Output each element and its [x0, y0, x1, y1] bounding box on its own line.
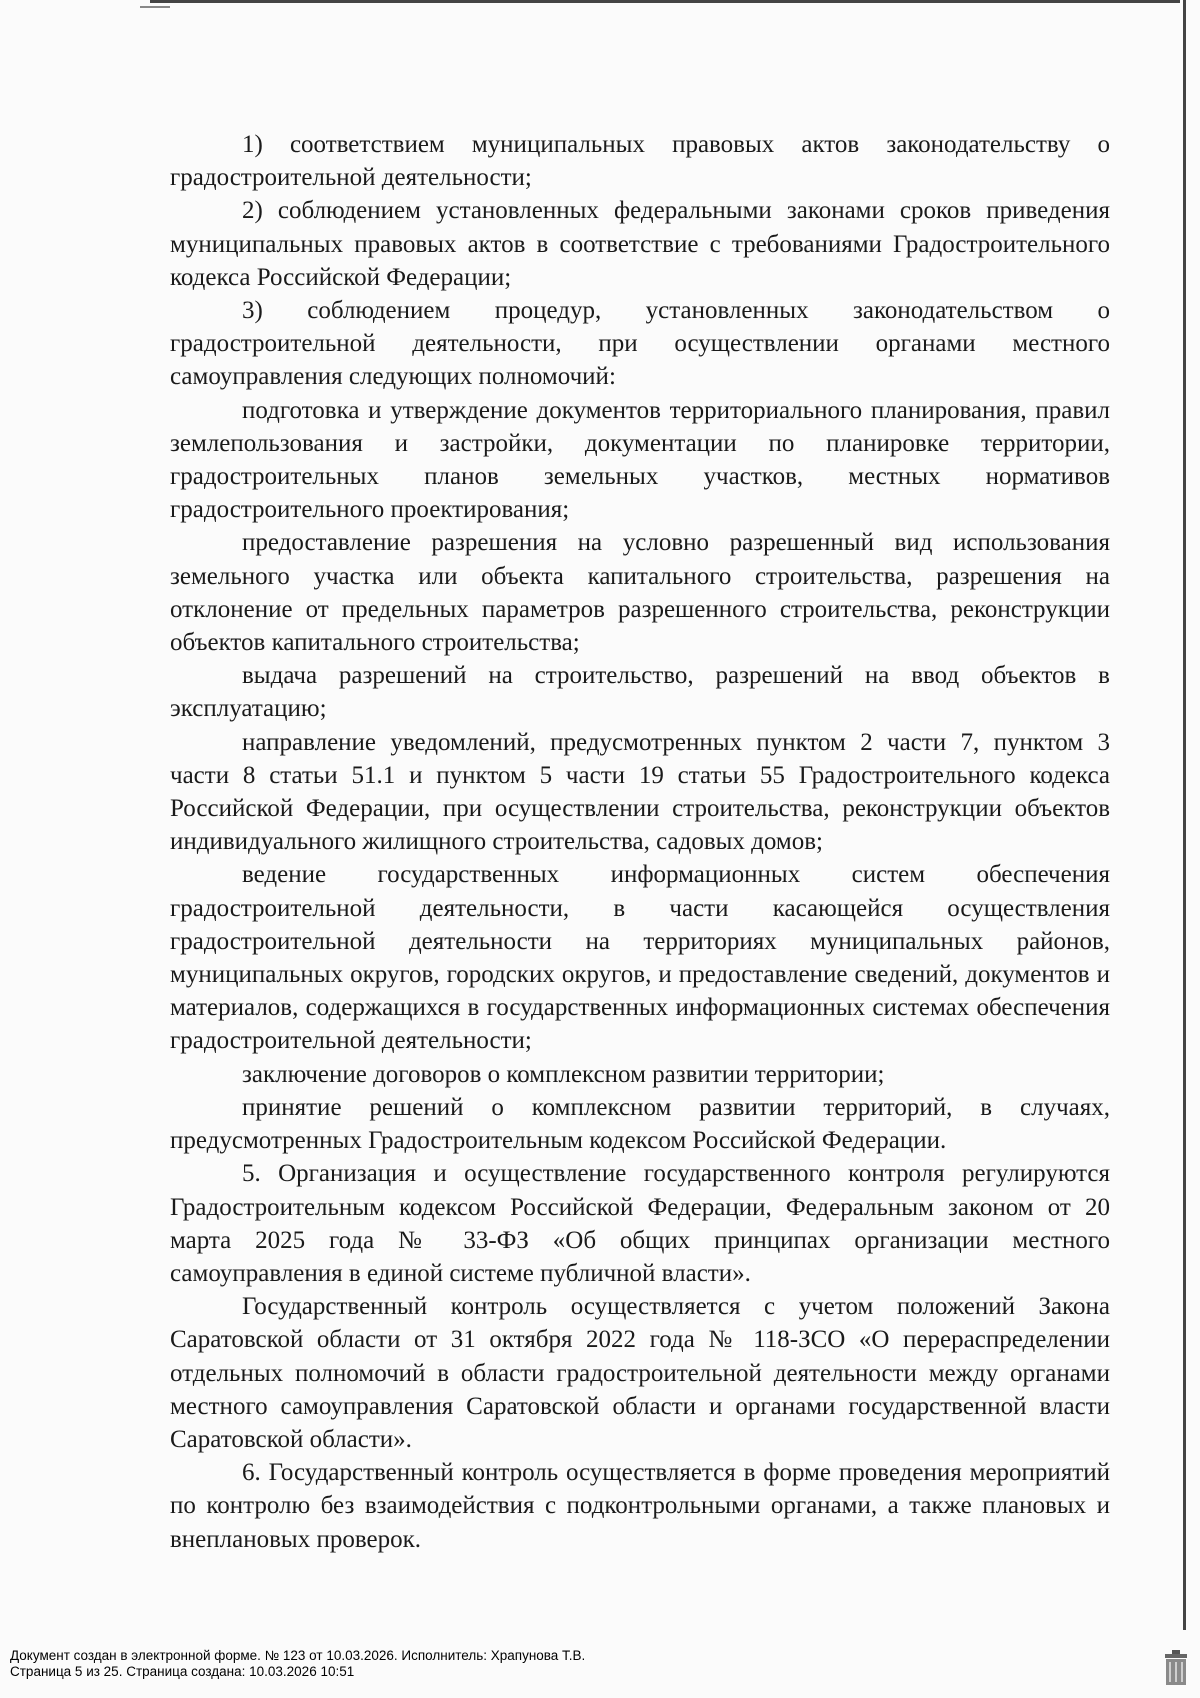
- paragraph-section-5: 5. Организация и осуществление государственного контроля регулируются Градостроительным кодексом Российской Федерации, Федеральным законом от 20 марта 2025 года № 33-ФЗ «Об общих принципах организации местного самоуправления в единой системе публичной власти».: [170, 1160, 1110, 1287]
- paragraph-territorial-planning: подготовка и утверждение документов территориального планирования, правил землепользования и застройки, документации по планировке территории, градостроительных планов земельных участков, местных нормативов градостроительного проектирования;: [170, 396, 1110, 524]
- scan-mark: [140, 6, 170, 8]
- paragraph-notifications: направление уведомлений, предусмотренных пунктом 2 части 7, пунктом 3 части 8 статьи 51.1 и пунктом 5 части 19 статьи 55 Градостроительного кодекса Российской Федерации, при осуществлении строительства, реконструкции объектов индивидуального жилищного строительства, садовых домов;: [170, 728, 1110, 856]
- paragraph-decisions: принятие решений о комплексном развитии территорий, в случаях, предусмотренных Градостроительным кодексом Российской Федерации.: [170, 1093, 1110, 1155]
- trash-icon: [1163, 1649, 1189, 1687]
- scan-border-top: [150, 0, 1180, 3]
- paragraph-information-systems: ведение государственных информационных систем обеспечения градостроительной деятельности, в части касающейся осуществления градостроительной деятельности на территориях муниципальных районов, муниципальных округов, городских округов, и предоставление сведений, документов и материалов, содержащихся в государственных информационных системах обеспечения градостроительной деятельности;: [170, 861, 1110, 1055]
- footer-document-info: Документ создан в электронной форме. № 123 от 10.03.2026. Исполнитель: Храпунова Т.В.: [10, 1648, 586, 1663]
- paragraph-item-3: 3) соблюдением процедур, установленных законодательством о градостроительной деятельности, при осуществлении органами местного самоуправления следующих полномочий:: [170, 297, 1110, 391]
- document-body: [170, 128, 1110, 1556]
- paragraph-item-1: 1) соответствием муниципальных правовых актов законодательству о градостроительной деятельности;: [170, 131, 1110, 192]
- scan-border-right: [1183, 0, 1186, 1630]
- paragraph-section-6: 6. Государственный контроль осуществляется в форме проведения мероприятий по контролю без взаимодействия с подконтрольными органами, а также плановых и внеплановых проверок.: [170, 1459, 1110, 1553]
- footer-page-info: Страница 5 из 25. Страница создана: 10.03.2026 10:51: [10, 1664, 355, 1679]
- paragraph-contracts: заключение договоров о комплексном развитии территории;: [242, 1060, 885, 1088]
- paragraph-construction-permits: выдача разрешений на строительство, разрешений на ввод объектов в эксплуатацию;: [170, 662, 1110, 723]
- paragraph-item-2: 2) соблюдением установленных федеральными законами сроков приведения муниципальных правовых актов в соответствие с требованиями Градостроительного кодекса Российской Федерации;: [170, 197, 1110, 291]
- paragraph-state-control: Государственный контроль осуществляется с учетом положений Закона Саратовской области от 31 октября 2022 года № 118-ЗСО «О перераспределении отдельных полномочий в области градостроительной деятельности между органами местного самоуправления Саратовской области и органами государственной власти Саратовской области».: [170, 1293, 1110, 1453]
- paragraph-permits-conditional-use: предоставление разрешения на условно разрешенный вид использования земельного участка или объекта капитального строительства, разрешения на отклонение от предельных параметров разрешенного строительства, реконструкции объектов капитального строительства;: [170, 529, 1110, 657]
- document-footer: [10, 1648, 1110, 1680]
